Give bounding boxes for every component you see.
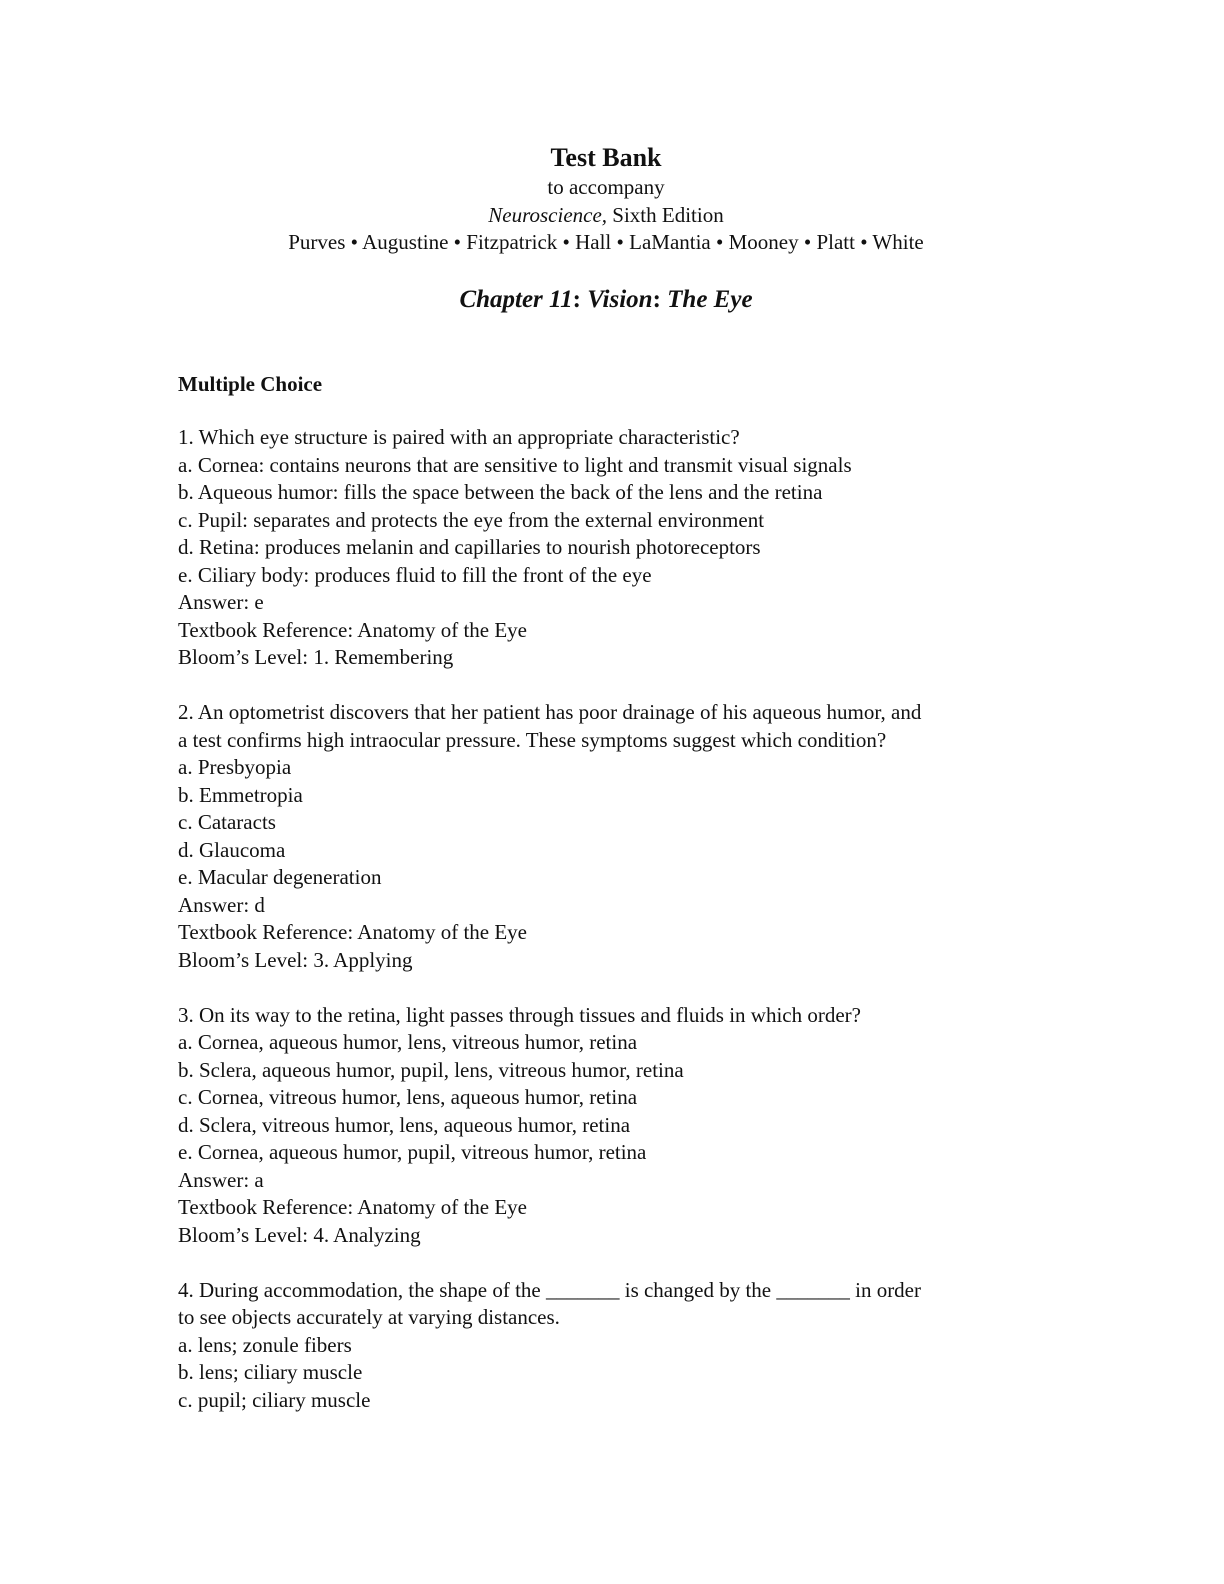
- book-title: Neuroscience,: [488, 202, 608, 227]
- document-title: Test Bank: [550, 143, 662, 172]
- textbook-reference: Textbook Reference: Anatomy of the Eye: [178, 617, 527, 642]
- answer-key: Answer: e: [178, 590, 264, 614]
- answer-option: d. Retina: produces melanin and capillaries to nourish photoreceptors: [178, 535, 761, 559]
- answer-key: Answer: a: [178, 1167, 264, 1192]
- book-edition-line: [0, 202, 1212, 230]
- chapter-separator: :: [572, 286, 588, 313]
- answer-option: e. Cornea, aqueous humor, pupil, vitreous humor, retina: [178, 1140, 647, 1164]
- question-stem: 3. On its way to the retina, light passes through tissues and fluids in which order?: [178, 1002, 861, 1027]
- question-stem: a test confirms high intraocular pressure. These symptoms suggest which condition?: [178, 727, 887, 752]
- document-header: [0, 142, 1212, 257]
- author-list: Purves • Augustine • Fitzpatrick • Hall • LaMantia • Mooney • Platt • White: [288, 230, 924, 254]
- answer-option: c. Pupil: separates and protects the eye from the external environment: [178, 507, 765, 532]
- answer-option: d. Sclera, vitreous humor, lens, aqueous humor, retina: [178, 1112, 631, 1137]
- textbook-reference: Textbook Reference: Anatomy of the Eye: [178, 1195, 527, 1219]
- blooms-level: Bloom’s Level: 1. Remembering: [178, 645, 454, 669]
- answer-option: a. Presbyopia: [178, 755, 292, 779]
- answer-option: e. Ciliary body: produces fluid to fill the front of the eye: [178, 562, 652, 587]
- answer-option: e. Macular degeneration: [178, 865, 382, 889]
- section-heading: Multiple Choice: [178, 372, 323, 396]
- question-stem: 4. During accommodation, the shape of the _______ is changed by the _______ in order: [178, 1277, 921, 1302]
- chapter-subtopic: The Eye: [667, 286, 753, 313]
- question-1: [178, 424, 1038, 672]
- question-2: [178, 699, 1038, 974]
- answer-option: c. pupil; ciliary muscle: [178, 1387, 371, 1412]
- answer-option: d. Glaucoma: [178, 837, 286, 862]
- question-4: [178, 1277, 1038, 1415]
- answer-option: b. Emmetropia: [178, 782, 303, 807]
- blooms-level: Bloom’s Level: 3. Applying: [178, 947, 413, 972]
- answer-option: c. Cataracts: [178, 810, 276, 834]
- answer-option: b. lens; ciliary muscle: [178, 1360, 363, 1384]
- book-edition: Sixth Edition: [607, 202, 724, 227]
- chapter-label: Chapter 11: [459, 286, 573, 313]
- answer-option: b. Aqueous humor: fills the space between the back of the lens and the retina: [178, 480, 823, 504]
- answer-option: a. lens; zonule fibers: [178, 1332, 352, 1357]
- document-subtitle: to accompany: [547, 175, 665, 199]
- answer-option: a. Cornea, aqueous humor, lens, vitreous humor, retina: [178, 1030, 638, 1054]
- chapter-separator: :: [652, 286, 668, 313]
- answer-option: a. Cornea: contains neurons that are sensitive to light and transmit visual signals: [178, 452, 852, 477]
- answer-option: b. Sclera, aqueous humor, pupil, lens, vitreous humor, retina: [178, 1057, 684, 1082]
- blooms-level: Bloom’s Level: 4. Analyzing: [178, 1222, 421, 1247]
- textbook-reference: Textbook Reference: Anatomy of the Eye: [178, 920, 527, 944]
- answer-key: Answer: d: [178, 892, 265, 917]
- question-stem: to see objects accurately at varying distances.: [178, 1305, 560, 1329]
- question-list: [178, 424, 1038, 1442]
- answer-option: c. Cornea, vitreous humor, lens, aqueous humor, retina: [178, 1085, 638, 1109]
- question-3: [178, 1002, 1038, 1250]
- question-stem: 2. An optometrist discovers that her patient has poor drainage of his aqueous humor, and: [178, 700, 922, 724]
- chapter-heading: [0, 284, 1212, 316]
- question-stem: 1. Which eye structure is paired with an appropriate characteristic?: [178, 425, 740, 449]
- chapter-topic: Vision: [587, 286, 653, 313]
